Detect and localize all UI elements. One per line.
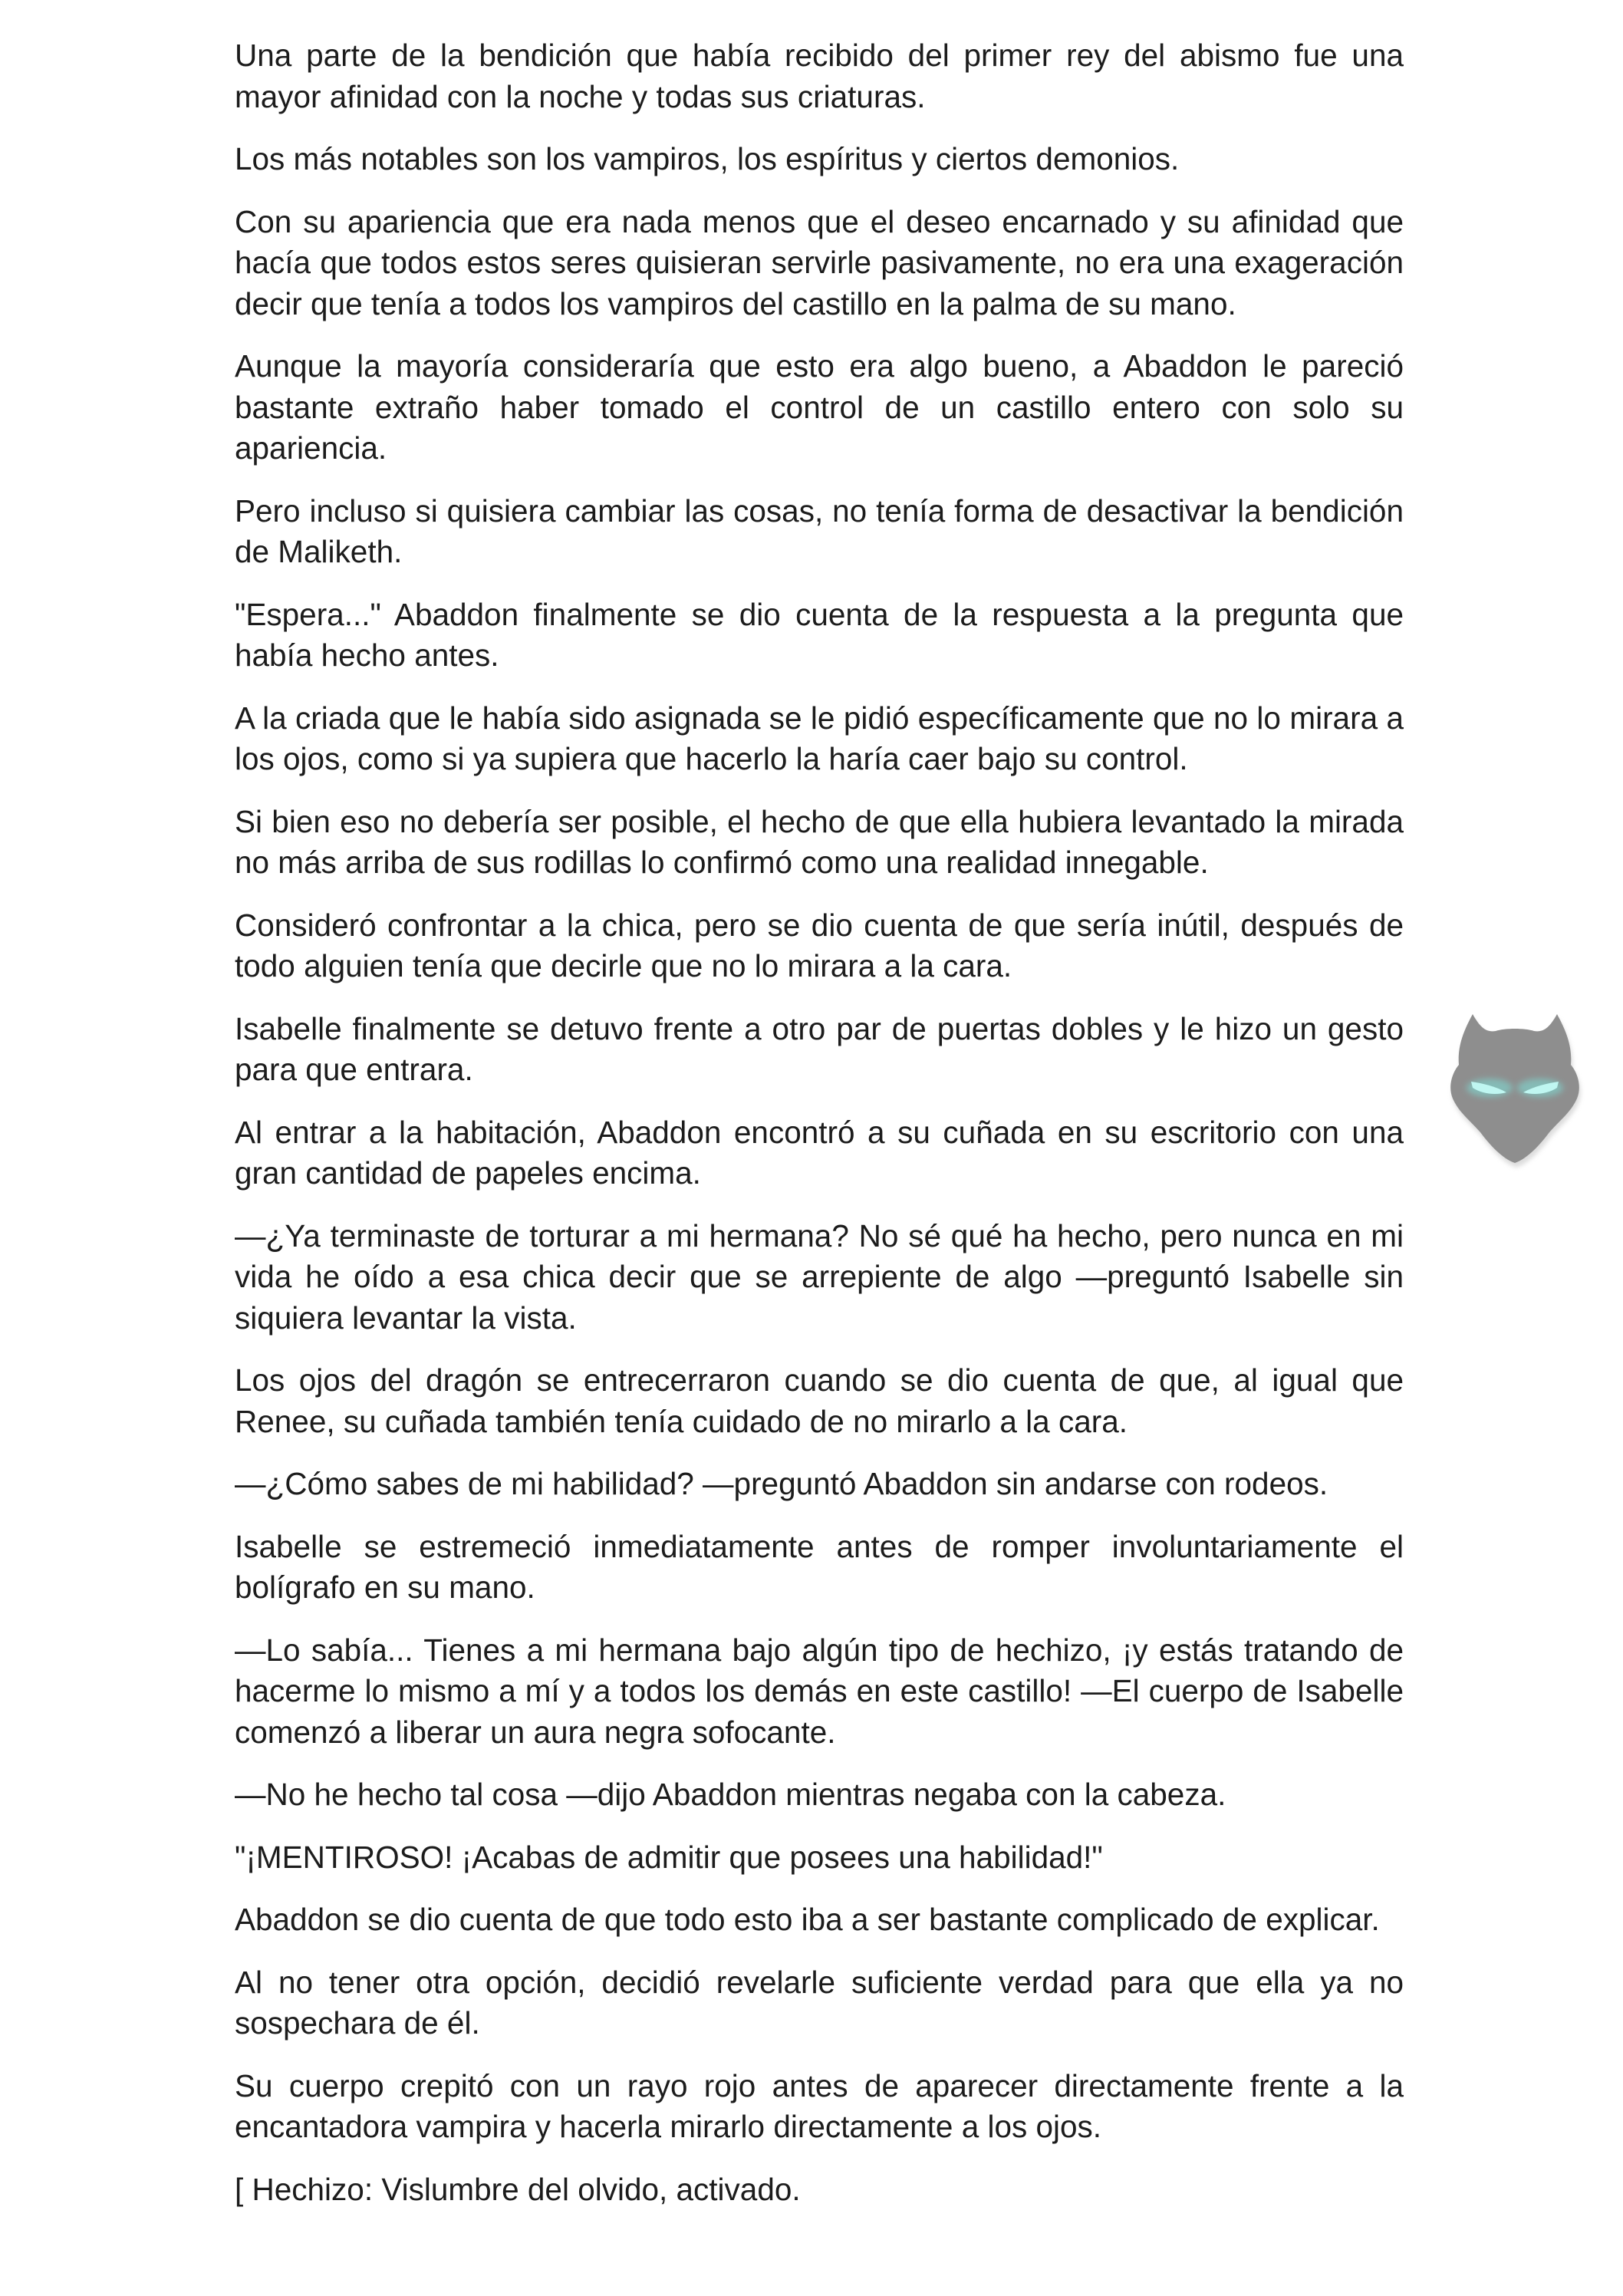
paragraph-17: —No he hecho tal cosa —dijo Abaddon mientras negaba con la cabeza.: [235, 1777, 1226, 1812]
paragraph-21: Su cuerpo crepitó con un rayo rojo antes de aparecer directamente frente a la encantadora vampira y hacerla mirarlo directamente a los ojos.: [235, 2067, 1404, 2144]
text-column: [235, 35, 1404, 2232]
paragraph-11: Al entrar a la habitación, Abaddon encontró a su cuñada en su escritorio con una gran cantidad de papeles encima.: [235, 1114, 1404, 1191]
paragraph-9: Consideró confrontar a la chica, pero se dio cuenta de que sería inútil, después de todo alguien tenía que decirle que no lo mirara a la cara.: [235, 907, 1404, 983]
paragraph-4: Aunque la mayoría consideraría que esto era algo bueno, a Abaddon le pareció bastante extraño haber tomado el control de un castillo entero con solo su apariencia.: [235, 348, 1404, 466]
paragraph-3: Con su apariencia que era nada menos que el deseo encarnado y su afinidad que hacía que todos estos seres quisieran servirle pasivamente, no era una exageración decir que tenía a todos los vampiros del castillo en la palma de su mano.: [235, 203, 1404, 321]
paragraph-6: "Espera..." Abaddon finalmente se dio cuenta de la respuesta a la pregunta que había hecho antes.: [235, 596, 1404, 673]
paragraph-10: Isabelle finalmente se detuvo frente a otro par de puertas dobles y le hizo un gesto para que entrara.: [235, 1010, 1404, 1087]
paragraph-19: Abaddon se dio cuenta de que todo esto iba a ser bastante complicado de explicar.: [235, 1902, 1380, 1937]
paragraph-22: [ Hechizo: Vislumbre del olvido, activado.: [235, 2171, 801, 2207]
paragraph-1: Una parte de la bendición que había recibido del primer rey del abismo fue una mayor afinidad con la noche y todas sus criaturas.: [235, 38, 1404, 114]
paragraph-20: Al no tener otra opción, decidió revelarle suficiente verdad para que ella ya no sospechara de él.: [235, 1964, 1404, 2041]
paragraph-2: Los más notables son los vampiros, los espíritus y ciertos demonios.: [235, 141, 1180, 176]
paragraph-14: —¿Cómo sabes de mi habilidad? —preguntó Abaddon sin andarse con rodeos.: [235, 1466, 1328, 1501]
paragraph-5: Pero incluso si quisiera cambiar las cosas, no tenía forma de desactivar la bendición de Maliketh.: [235, 492, 1404, 569]
paragraph-7: A la criada que le había sido asignada se le pidió específicamente que no lo mirara a los ojos, como si ya supiera que hacerlo la haría caer bajo su control.: [235, 700, 1404, 776]
paragraph-15: Isabelle se estremeció inmediatamente antes de romper involuntariamente el bolígrafo en su mano.: [235, 1528, 1404, 1605]
paragraph-16: —Lo sabía... Tienes a mi hermana bajo algún tipo de hechizo, ¡y estás tratando de hacerme lo mismo a mí y a todos los demás en este castillo! —El cuerpo de Isabelle comenzó a liberar un aura negra sofocante.: [235, 1632, 1404, 1750]
paragraph-12: —¿Ya terminaste de torturar a mi hermana? No sé qué ha hecho, pero nunca en mi vida he oído a esa chica decir que se arrepiente de algo —preguntó Isabelle sin siquiera levantar la vista.: [235, 1217, 1404, 1336]
paragraph-8: Si bien eso no debería ser posible, el hecho de que ella hubiera levantado la mirada no más arriba de sus rodillas lo confirmó como una realidad innegable.: [235, 803, 1404, 880]
demon-head-icon: [1442, 997, 1588, 1174]
paragraph-18: "¡MENTIROSO! ¡Acabas de admitir que posees una habilidad!": [235, 1839, 1103, 1875]
paragraph-13: Los ojos del dragón se entrecerraron cuando se dio cuenta de que, al igual que Renee, su cuñada también tenía cuidado de no mirarlo a la cara.: [235, 1362, 1404, 1439]
